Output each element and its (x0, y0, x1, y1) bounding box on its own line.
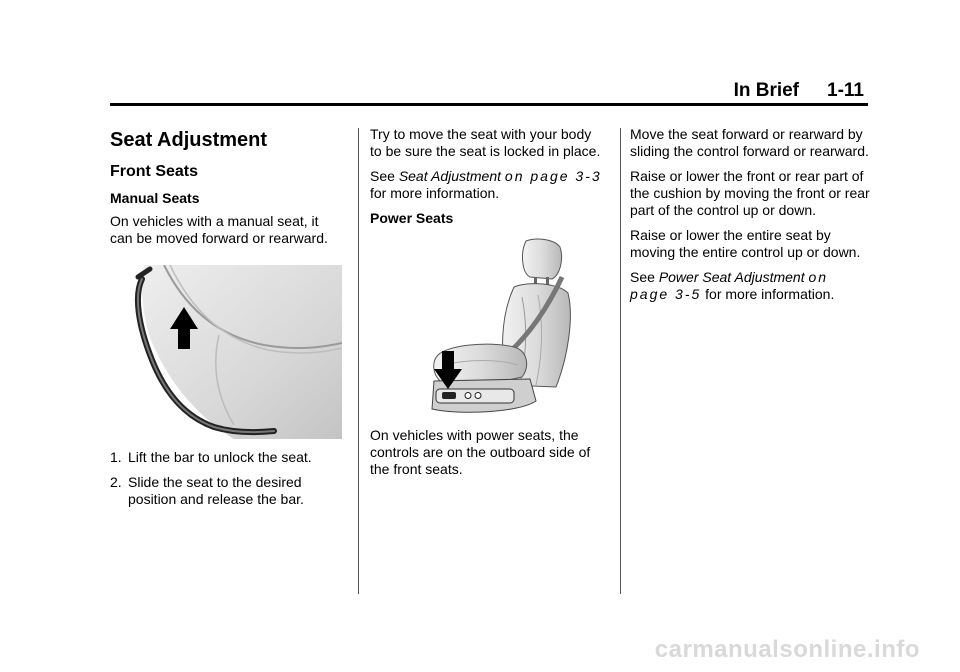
power-seat-illustration (418, 237, 588, 417)
manual-seat-bar-illustration (124, 265, 342, 439)
see-reference-power-seat: See Power Seat Adjustment on page 3-5 for more information. (630, 269, 835, 302)
cross-reference-page[interactable]: on page 3-5 (630, 269, 829, 302)
manual-steps-list (110, 449, 340, 508)
seat-height-text: Raise or lower the entire seat by moving the entire control up or down. (630, 227, 861, 260)
page-number: 1-11 (827, 80, 864, 101)
seat-lock-text: Try to move the seat with your body to be sure the seat is locked in place. (370, 126, 601, 159)
subsection-heading: Front Seats (110, 163, 199, 180)
forward-rearward-text: Move the seat forward or rearward by sliding the control forward or rearward. (630, 126, 869, 159)
cross-reference-page[interactable]: on page 3-3 (504, 168, 602, 184)
column-1 (110, 126, 340, 516)
cross-reference-link[interactable]: Power Seat Adjustment (658, 269, 805, 285)
header-rule (110, 103, 868, 106)
list-item: 2. Slide the seat to the desired position and release the bar. (110, 474, 304, 507)
page-header (734, 80, 864, 102)
see-reference-seat-adjustment: See Seat Adjustment on page 3-3 for more information. (370, 168, 602, 201)
watermark: carmanualsonline.info (654, 636, 920, 663)
manual-seats-text: On vehicles with a manual seat, it can be moved forward or rearward. (110, 213, 328, 246)
column-divider-2 (620, 128, 621, 594)
section-heading: Seat Adjustment (110, 129, 268, 151)
manual-seats-heading: Manual Seats (110, 190, 200, 206)
power-seats-text: On vehicles with power seats, the controls are on the outboard side of the front seats. (370, 427, 591, 477)
column-2 (370, 126, 605, 486)
power-seats-heading: Power Seats (370, 210, 454, 226)
column-3 (630, 126, 870, 311)
section-title: In Brief (733, 80, 800, 101)
cross-reference-link[interactable]: Seat Adjustment (398, 168, 502, 184)
cushion-adjust-text: Raise or lower the front or rear part of the cushion by moving the front or rear part of the control up or down. (630, 168, 870, 218)
column-divider-1 (358, 128, 359, 594)
list-item: 1. Lift the bar to unlock the seat. (110, 449, 312, 465)
